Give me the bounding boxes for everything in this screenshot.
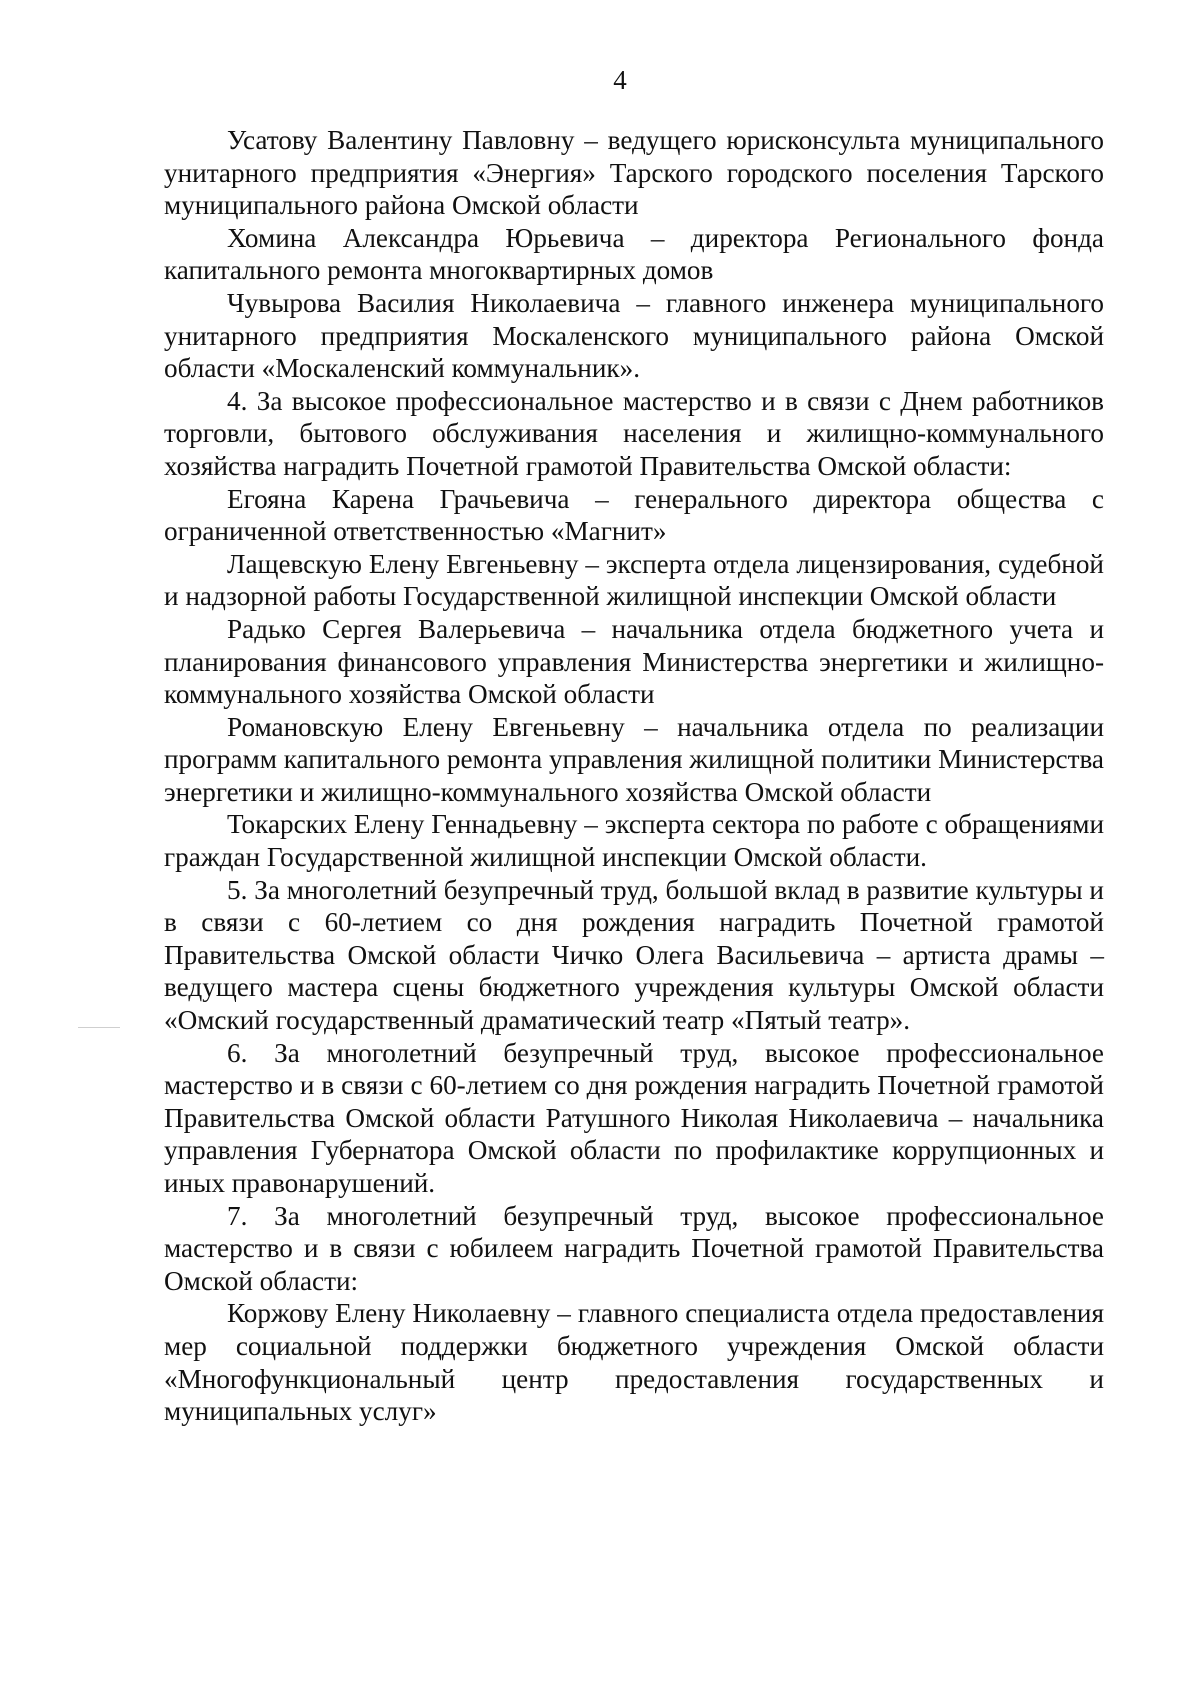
award-entry-tokarskikh: Токарских Елену Геннадьевну – эксперта сектора по работе с обращениями граждан Государственной жилищной инспекции Омской области. xyxy=(164,809,1104,873)
margin-mark xyxy=(78,1027,120,1028)
award-entry-radko: Радько Сергея Валерьевича – начальника отдела бюджетного учета и планирования финансового управления Министерства энергетики и жилищно-коммунального хозяйства Омской области xyxy=(164,613,1104,710)
clause-4: 4. За высокое профессиональное мастерство и в связи с Днем работников торговли, бытового обслуживания населения и жилищно-коммунального хозяйства наградить Почетной грамотой Правительства Омской области: xyxy=(164,385,1104,481)
award-entry-korzhova: Коржову Елену Николаевну – главного специалиста отдела предоставления мер социальной поддержки бюджетного учреждения Омской области «Многофункциональный центр предоставления государственных и муниципальных услуг» xyxy=(164,1298,1104,1427)
award-entry-chuvyrov: Чувырова Василия Николаевича – главного инженера муниципального унитарного предприятия Москаленского муниципального района Омской области «Москаленский коммунальник». xyxy=(164,287,1104,384)
award-entry-romanovskaya: Романовскую Елену Евгеньевну – начальника отдела по реализации программ капитального ремонта управления жилищной политики Министерства энергетики и жилищно-коммунального хозяйства Омской области xyxy=(164,711,1104,807)
clause-6: 6. За многолетний безупречный труд, высокое профессиональное мастерство и в связи с 60-летием со дня рождения наградить Почетной грамотой Правительства Омской области Ратушного Николая Николаевича – начальника управления Губернатора Омской области по профилактике коррупционных и иных правонарушений. xyxy=(164,1037,1104,1198)
award-entry-egoyan: Егояна Карена Грачьевича – генерального директора общества с ограниченной ответственностью «Магнит» xyxy=(164,483,1104,547)
award-entry-khomin: Хомина Александра Юрьевича – директора Регионального фонда капитального ремонта многоквартирных домов xyxy=(164,222,1104,286)
award-entry-usatova: Усатову Валентину Павловну – ведущего юрисконсульта муниципального унитарного предприятия «Энергия» Тарского городского поселения Тарского муниципального района Омской области xyxy=(164,125,1104,221)
clause-5: 5. За многолетний безупречный труд, большой вклад в развитие культуры и в связи с 60-летием со дня рождения наградить Почетной грамотой Правительства Омской области Чичко Олега Васильевича – артиста драмы – ведущего мастера сцены бюджетного учреждения культуры Омской области «Омский государственный драматический театр «Пятый театр». xyxy=(164,874,1104,1036)
award-entry-lashchevskaya: Лащевскую Елену Евгеньевну – эксперта отдела лицензирования, судебной и надзорной работы Государственной жилищной инспекции Омской области xyxy=(164,548,1104,612)
document-body xyxy=(164,124,1104,1428)
clause-7: 7. За многолетний безупречный труд, высокое профессиональное мастерство и в связи с юбилеем наградить Почетной грамотой Правительства Омской области: xyxy=(164,1200,1104,1296)
page-number: 4 xyxy=(613,65,627,95)
